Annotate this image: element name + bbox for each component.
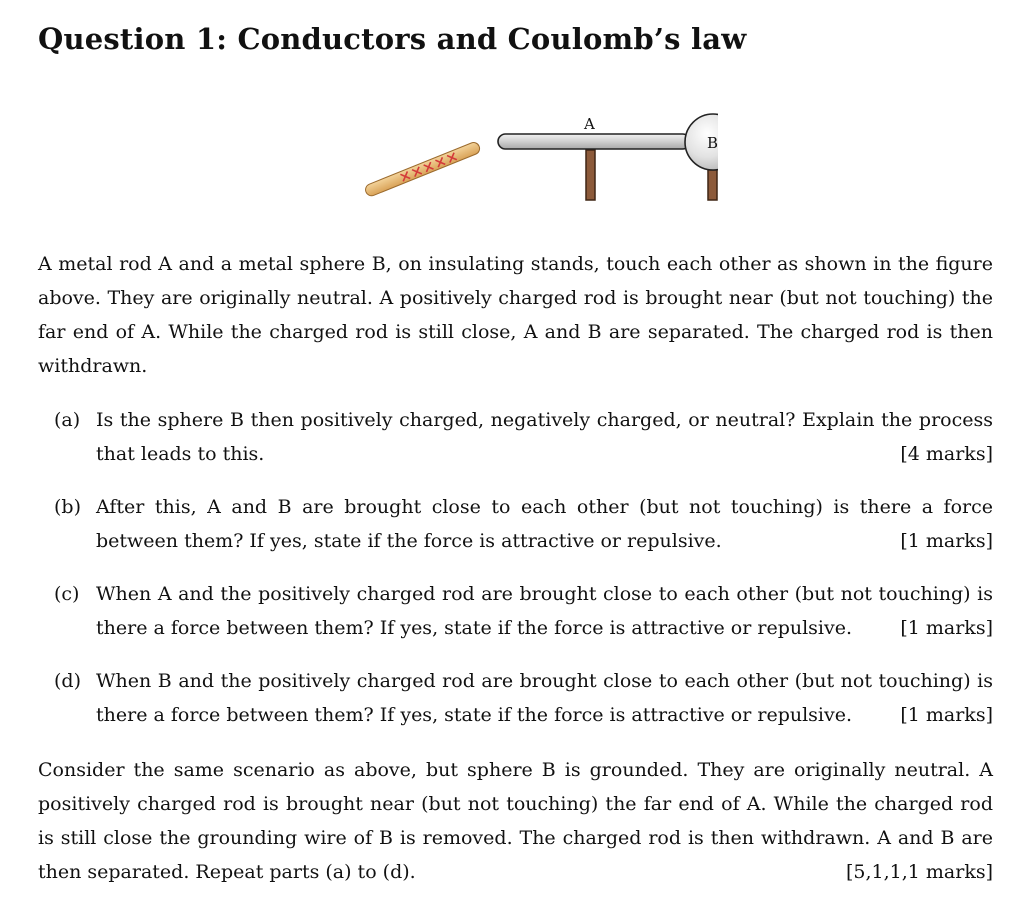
question-label: (d) [54, 670, 81, 692]
question-text: When B and the positively charged rod are brought close to each other (but not touching) is there a force between them? If yes, state if the force is attractive or repulsive. [96, 670, 993, 726]
question-body [96, 490, 993, 558]
question-body [96, 664, 993, 732]
question-text: Is the sphere B then positively charged, negatively charged, or neutral? Explain the process that leads to this. [96, 409, 993, 465]
marks: [1 marks] [900, 704, 993, 726]
charge-marks: ××××× [396, 146, 462, 187]
marks: [4 marks] [900, 443, 993, 465]
question-body [96, 577, 993, 645]
rod-a-label: A [584, 115, 595, 133]
stand-b [708, 170, 717, 200]
intro-paragraph: A metal rod A and a metal sphere B, on insulating stands, touch each other as shown in the figure above. They are originally neutral. A positively charged rod is brought near (but not touching) the far end of A. While the charged rod is still close, A and B are separated. The charged rod is then withdrawn. [38, 253, 993, 377]
question-label: (a) [54, 409, 81, 431]
question-label: (c) [54, 583, 80, 605]
metal-rod-a [498, 134, 690, 149]
question-c [54, 577, 993, 645]
marks: [1 marks] [900, 617, 993, 639]
question-text: When A and the positively charged rod are brought close to each other (but not touching) is there a force between them? If yes, state if the force is attractive or repulsive. [96, 583, 993, 639]
charged-rod [363, 138, 483, 200]
stand-a [586, 150, 595, 200]
page-title: Question 1: Conductors and Coulomb’s law [38, 22, 747, 56]
grounded-scenario-text: Consider the same scenario as above, but sphere B is grounded. They are originally neutral. A positively charged rod is brought near (but not touching) the far end of A. While the charged rod is still close the grounding wire of B is removed. The charged rod is then withdrawn. A and B are then separated. Repeat parts (a) to (d). [38, 759, 993, 883]
grounded-scenario-paragraph [38, 753, 993, 889]
question-text: After this, A and B are brought close to each other (but not touching) is there a force between them? If yes, state if the force is attractive or repulsive. [96, 496, 993, 552]
conductor-figure [318, 112, 718, 212]
marks: [1 marks] [900, 530, 993, 552]
marks: [5,1,1,1 marks] [845, 861, 993, 883]
question-b [54, 490, 993, 558]
question-a [54, 403, 993, 471]
sphere-b-label: B [707, 134, 718, 152]
question-d [54, 664, 993, 732]
question-body [96, 403, 993, 471]
question-label: (b) [54, 496, 81, 518]
